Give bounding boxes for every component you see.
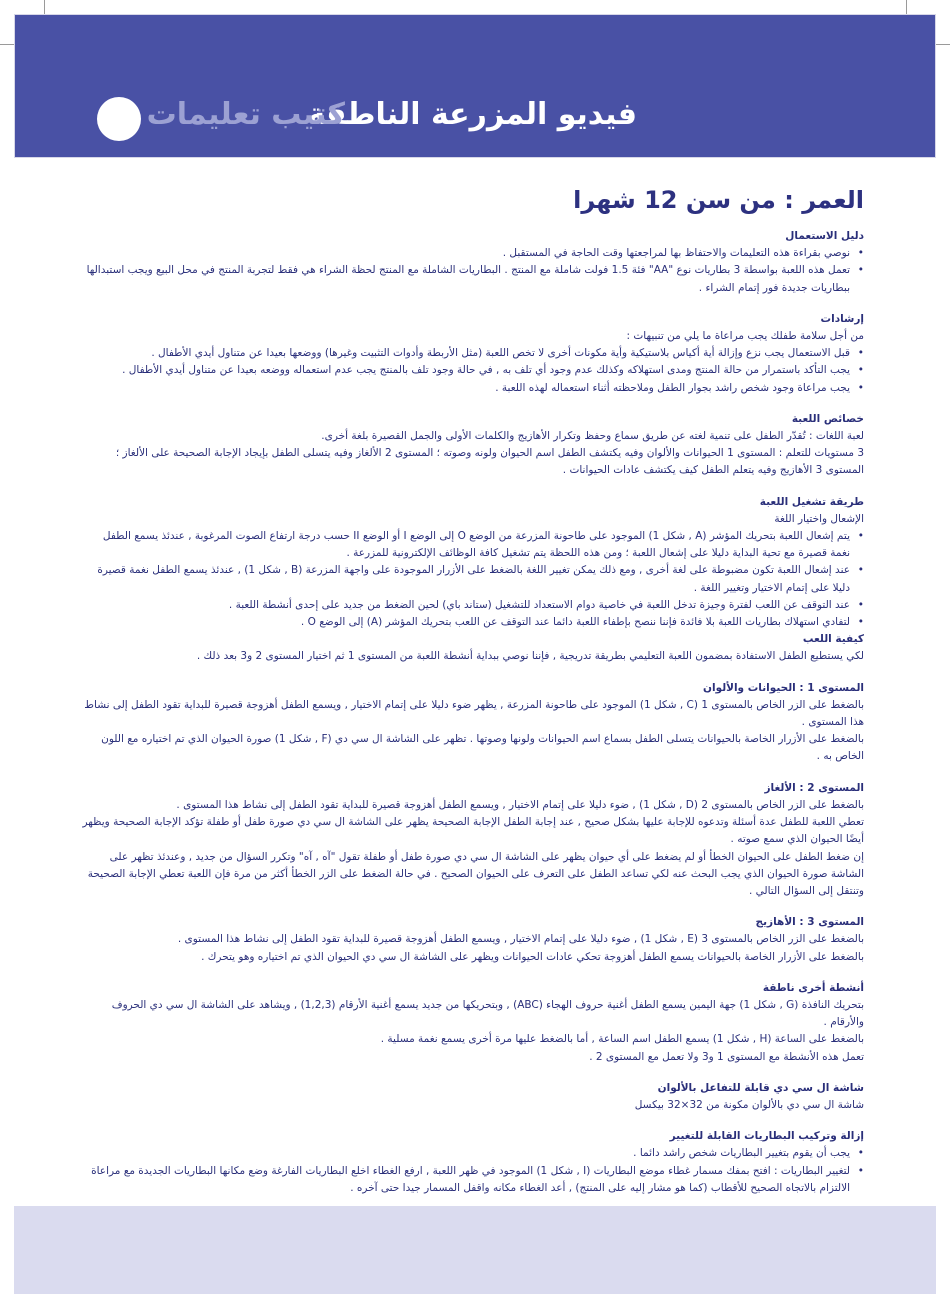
logo-circle-icon [97, 97, 141, 141]
section-heading: طريقة تشغيل اللعبة [759, 495, 864, 508]
section [80, 1080, 864, 1114]
bullet-list [80, 528, 864, 631]
bullet-list [80, 245, 864, 297]
paragraph: لعبة اللغات : تُقدّر الطفل على تنمية لغته عن طريق سماع وحفظ وتكرار الأهازيج والكلمات الأولى والجمل القصيرة بلغة أخرى. [321, 430, 864, 443]
bullet-list [80, 1145, 864, 1197]
bullet-item: • يتم إشعال اللعبة بتحريك المؤشر (A , شكل 1) الموجود على طاحونة المزرعة من الوضع O إلى الوضع I أو الوضع II حسب درجة ارتفاع الصوت المرغوبة , عندئذ يسمع الطفل نغمة قصيرة مع تحية البداية دليلا على إشعال اللعبة ؛ ومن هذه اللحظة يتم تشغيل كافة الوظائف الإلكترونية للمزرعة . [80, 528, 864, 562]
bullet-item: • عند التوقف عن اللعب لفترة وجيزة تدخل اللعبة في خاصية دوام الاستعداد للتشغيل (ستاند باي) لحين الضغط من جديد على إحدى أنشطة اللعبة . [80, 597, 864, 614]
bullet-item: • يجب مراعاة وجود شخص راشد بجوار الطفل وملاحظته أثناء استعماله لهذه اللعبة . [80, 380, 864, 397]
section-heading: المستوى 1 : الحيوانات والألوان [703, 681, 864, 694]
bullet-item: • عند إشعال اللعبة تكون مضبوطة على لغة أخرى , ومع ذلك يمكن تغيير اللغة بالضغط على الأزرار الموجودة على واجهة المزرعة (B , شكل 1) , عندئذ يسمع الطفل نغمة قصيرة دليلا على إتمام الاختيار وتغيير اللغة . [80, 562, 864, 596]
bullet-list [80, 345, 864, 397]
bullet-item: • لتفادي استهلاك بطاريات اللعبة بلا فائدة فإننا ننصح بإطفاء اللعبة دائما عند التوقف عن اللعب بتحريك المؤشر (A) إلى الوضع O . [80, 614, 864, 631]
page-header [14, 14, 936, 158]
subsection-heading: كيفية اللعب [802, 633, 864, 646]
section [80, 311, 864, 397]
section-heading: خصائص اللعبة [791, 412, 864, 425]
paragraph: 3 مستويات للتعلم : المستوى 1 الحيوانات والألوان وفيه يكتشف الطفل اسم الحيوان ولونه وصوته ؛ المستوى 2 الألغاز وفيه يتسلى الطفل بإيجاد الإجابة الصحيحة على الألغاز ؛ المستوى 3 الأهازيج وفيه يتعلم الطفل كيف يكتشف عادات الحيوانات . [115, 447, 864, 477]
paragraph: بالضغط على الزر الخاص بالمستوى 3 (E , شكل 1) , ضوء دليلا على إتمام الاختيار , ويسمع الطفل أهزوجة قصيرة للبداية تقود الطفل إلى نشاط هذا المستوى . [177, 933, 864, 946]
bullet-item: • تعمل هذه اللعبة بواسطة 3 بطاريات نوع "AA" فئة 1.5 فولت شاملة مع المنتج . البطاريات الشاملة مع المنتج لحظة الشراء هي فقط لتجربة المنتج في محل البيع ويجب استبدالها ببطاريات جديدة فور إتمام الشراء . [80, 262, 864, 296]
bullet-item: • يجب أن يقوم بتغيير البطاريات شخص راشد دائما . [80, 1145, 864, 1162]
sections-container [80, 228, 864, 1197]
paragraph: من أجل سلامة طفلك يجب مراعاة ما يلي من تنبيهات : [626, 330, 864, 343]
section [80, 411, 864, 480]
section [80, 980, 864, 1066]
bullet-item: • نوصي بقراءة هذه التعليمات والاحتفاظ بها لمراجعتها وقت الحاجة في المستقبل . [80, 245, 864, 262]
paragraph: بالضغط على الساعة (H , شكل 1) يسمع الطفل اسم الساعة , أما بالضغط عليها مرة أخرى يسمع نغمة مسلية . [380, 1033, 864, 1046]
paragraph: بالضغط على الزر الخاص بالمستوى 2 (D , شكل 1) , ضوء دليلا على إتمام الاختيار , ويسمع الطفل أهزوجة قصيرة للبداية تقود الطفل إلى نشاط هذا المستوى . [176, 798, 864, 811]
paragraph: الإشعال واختيار اللغة [774, 512, 864, 525]
section [80, 680, 864, 766]
bullet-item: • لتغيير البطاريات : افتح بمفك مسمار غطاء موضع البطاريات (I , شكل 1) الموجود في ظهر اللعبة , ارفع الغطاء اخلع البطاريات الفارغة وضع مكانها البطاريات الجديدة مع مراعاة الالتزام بالاتجاه الصحيح للأقطاب (كما هو مشار إليه على المنتج) , أعد الغطاء مكانه واقفل المسمار جيدا حتى آخره . [80, 1163, 864, 1197]
section-heading: دليل الاستعمال [785, 230, 864, 242]
paragraph: بالضغط على الأزرار الخاصة بالحيوانات يتسلى الطفل بسماع اسم الحيوانات ولونها وصوتها . تظهر على الشاشة ال سي دي (F , شكل 1) صورة الحيوان الذي تم اختياره مع اللون الخاص به . [101, 733, 864, 763]
section-heading: شاشة ال سي دي قابلة للتفاعل بالألوان [657, 1081, 864, 1094]
product-title: فيديو المزرعة الناطقة [307, 97, 637, 132]
section-heading: إزالة وتركيب البطاريات القابلة للتغيير [669, 1130, 864, 1143]
section [80, 1128, 864, 1197]
section [80, 494, 864, 666]
section-heading: أنشطة أخرى ناطقة [762, 981, 864, 994]
paragraph: بالضغط على الزر الخاص بالمستوى 1 (C , شكل 1) الموجود على طاحونة المزرعة , يظهر ضوء دليلا على إتمام الاختيار , ويسمع الطفل أهزوجة قصيرة للبداية تقود الطفل إلى نشاط هذا المستوى . [84, 698, 864, 729]
section [80, 914, 864, 966]
paragraph: بتحريك النافذة (G , شكل 1) جهة اليمين يسمع الطفل أغنية حروف الهجاء (ABC) , وبتحريكها من جديد يسمع أغنية الأرقام (1,2,3) , ويشاهد على الشاشة ال سي دي الحروف والأرقام . [111, 998, 864, 1029]
paragraph: بالضغط على الأزرار الخاصة بالحيوانات يسمع الطفل أهزوجة تحكي عادات الحيوانات ويظهر على الشاشة ال سي دي الحيوان الذي تم اختياره وهو يتحرك . [201, 950, 864, 963]
bullet-item: • يجب التأكد باستمرار من حالة المنتج ومدى استهلاكه وكذلك عدم وجود أي تلف به , في حالة وجود تلف بالمنتج يجب عدم استعماله ووضعه بعيدا عن متناول أيدي الأطفال . [80, 362, 864, 379]
paragraph: إن ضغط الطفل على الحيوان الخطأ أو لم يضغط على أي حيوان يظهر على الشاشة ال سي دي صورة طفل أو طفلة تقول "آه , آه" وتكرر السؤال من جديد , وعندئذ تظهر على الشاشة صورة الحيوان الذي يجب البحث عنه لكي تساعد الطفل على التعرف على الحيوان الصحيح . في حالة الضغط على الزر الخطأ أكثر من مرة فإن اللعبة تعطي الإجابة الصحيحة وتنتقل إلى السؤال التالي . [87, 850, 864, 897]
section [80, 228, 864, 297]
paragraph: تعمل هذه الأنشطة مع المستوى 1 و3 ولا تعمل مع المستوى 2 . [589, 1050, 864, 1063]
section-heading: إرشادات [820, 312, 864, 325]
manual-subtitle: كتيب تعليمات [146, 97, 345, 132]
section-heading: المستوى 2 : الألغاز [764, 781, 864, 794]
paragraph: شاشة ال سي دي بالألوان مكونة من 32×32 بيكسل [634, 1098, 864, 1111]
bullet-item: • قبل الاستعمال يجب نزع وإزالة أية أكياس بلاستيكية وأية مكونات أخرى لا تخص اللعبة (مثل الأربطة وأدوات التثبيت وغيرها) ووضعها بعيدا عن متناول أيدي الأطفال . [80, 345, 864, 362]
section [80, 780, 864, 900]
page-footer [14, 1206, 936, 1294]
paragraph: لكي يستطيع الطفل الاستفادة بمضمون اللعبة التعليمي بطريقة تدريجية , فإننا نوصي ببداية أنشطة اللعبة من المستوى 1 ثم اختيار المستوى 2 و3 بعد ذلك . [196, 650, 864, 663]
section-heading: المستوى 3 : الأهازيج [755, 916, 864, 929]
paragraph: تعطي اللعبة للطفل عدة أسئلة وتدعوه للإجابة عليها بشكل صحيح , عند إجابة الطفل الإجابة الصحيحة يظهر على الشاشة ال سي دي صورة طفل أو طفلة تؤكد الإجابة الصحيحة ويظهر أيضًا الحيوان الذي سمع صوته . [82, 816, 864, 846]
age-title: العمر : من سن 12 شهرا [573, 186, 864, 214]
instructions-body [80, 180, 864, 1197]
